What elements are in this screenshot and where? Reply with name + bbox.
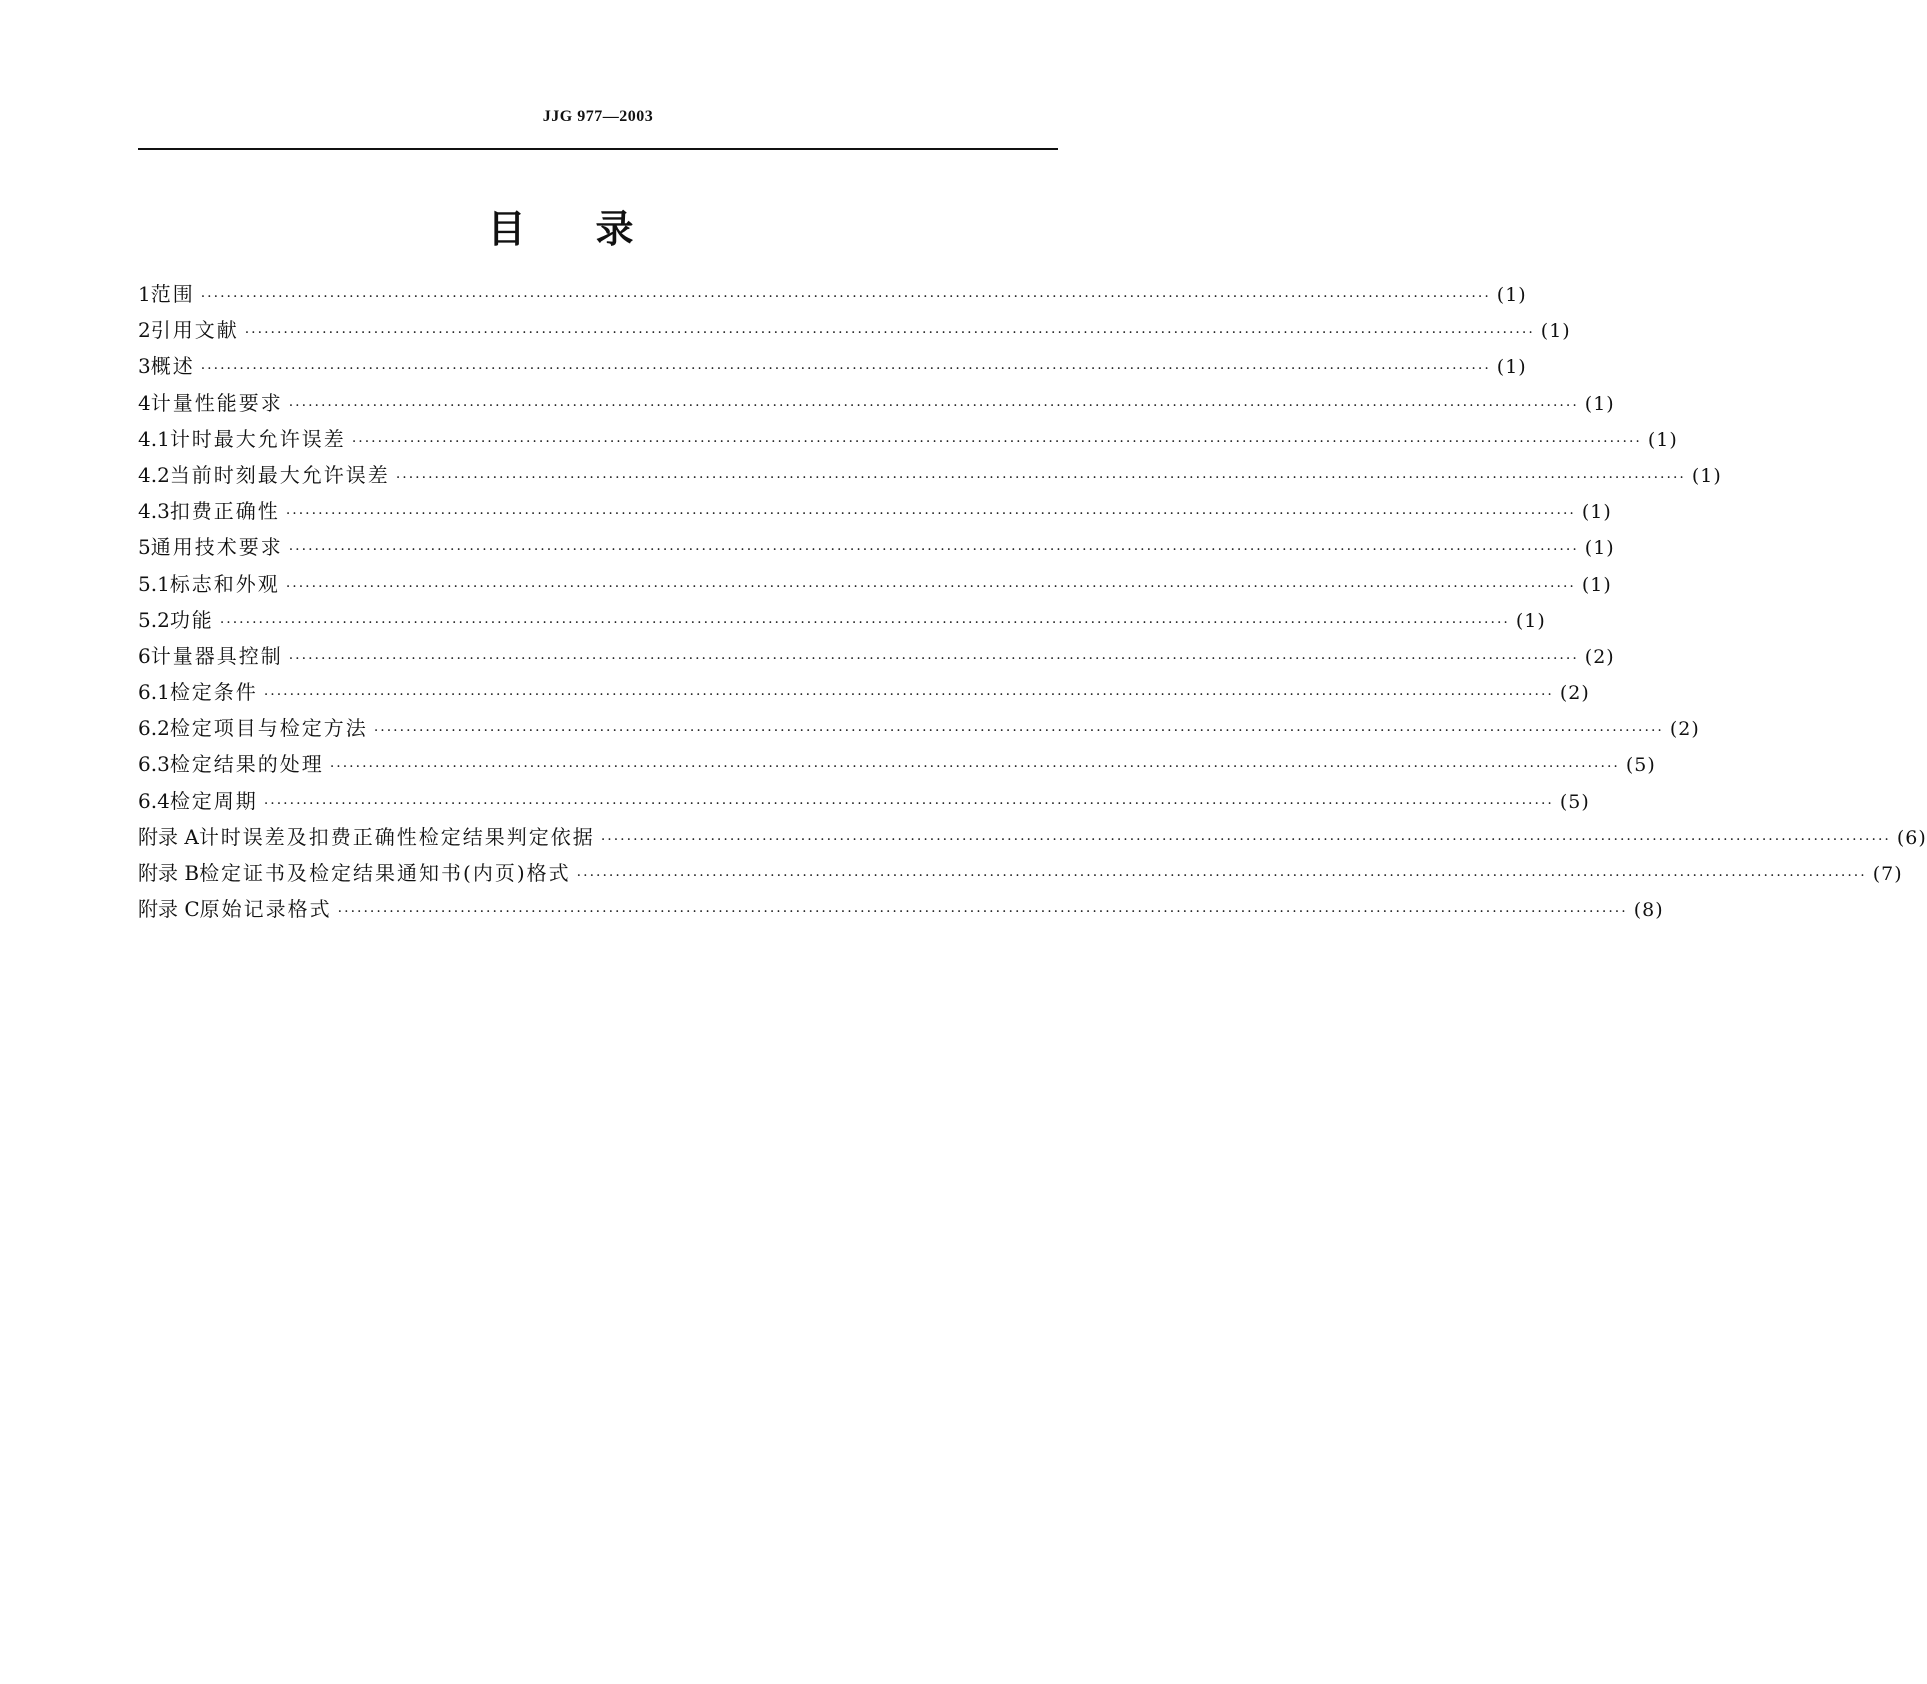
toc-entry-title: 计时误差及扣费正确性检定结果判定依据 <box>198 824 595 849</box>
table-of-contents <box>138 278 1927 929</box>
toc-leader-dots: ········································································································································································································ <box>244 325 1535 342</box>
toc-entry[interactable] <box>138 857 1903 893</box>
toc-entry-title: 当前时刻最大允许误差 <box>169 462 390 487</box>
toc-leader-dots: ········································································································································································································ <box>219 614 1510 631</box>
toc-leader-dots: ········································································································································································································ <box>337 904 1628 921</box>
toc-entry[interactable] <box>138 531 1615 567</box>
toc-entry-title: 检定条件 <box>169 680 258 705</box>
toc-leader-dots: ········································································································································································································ <box>288 542 1579 559</box>
toc-entry-page: (1) <box>1584 537 1615 560</box>
toc-entry-title: 检定项目与检定方法 <box>169 716 368 741</box>
header-rule <box>138 148 1058 150</box>
toc-entry[interactable] <box>138 495 1612 531</box>
toc-entry-title: 计时最大允许误差 <box>169 426 346 451</box>
toc-leader-dots: ········································································································································································································ <box>395 469 1686 486</box>
toc-leader-dots: ········································································································································································································ <box>285 506 1576 523</box>
toc-entry[interactable] <box>138 640 1615 676</box>
toc-entry[interactable] <box>138 350 1527 386</box>
toc-entry-page: (1) <box>1584 392 1615 415</box>
toc-leader-dots: ········································································································································································································ <box>329 759 1620 776</box>
toc-entry-number: 6.2 <box>138 716 170 741</box>
page-title: 目录 <box>487 207 704 251</box>
toc-leader-dots: ········································································································································································································ <box>200 361 1491 378</box>
toc-entry-page: (1) <box>1581 501 1612 524</box>
toc-leader-dots: ········································································································································································································ <box>285 578 1576 595</box>
toc-entry-page: (2) <box>1584 645 1615 668</box>
toc-leader-dots: ········································································································································································································ <box>200 289 1491 305</box>
toc-entry-title: 功能 <box>169 607 214 632</box>
toc-entry[interactable] <box>138 785 1590 821</box>
toc-entry-page: (2) <box>1559 682 1590 705</box>
toc-entry-page: (1) <box>1515 609 1546 632</box>
toc-entry-number: 1 <box>138 282 151 306</box>
toc-entry-title: 计量器具控制 <box>150 643 283 668</box>
toc-entry-title: 检定周期 <box>169 788 258 813</box>
toc-entry[interactable] <box>138 676 1590 712</box>
toc-entry-page: (7) <box>1872 863 1903 885</box>
document-code-header: JJG 977—2003 <box>542 108 654 125</box>
toc-entry[interactable] <box>138 604 1546 640</box>
toc-entry[interactable] <box>138 278 1527 314</box>
toc-entry-page: (5) <box>1625 754 1656 777</box>
toc-entry-title: 原始记录格式 <box>199 897 332 922</box>
toc-entry-number: 6 <box>138 643 151 668</box>
toc-entry[interactable] <box>138 459 1722 495</box>
toc-entry-number: 附录 A <box>138 824 199 849</box>
toc-leader-dots: ········································································································································································································ <box>263 687 1554 704</box>
toc-entry[interactable] <box>138 423 1678 459</box>
toc-entry-title: 引用文献 <box>150 318 239 343</box>
toc-entry-title: 概述 <box>150 354 195 379</box>
toc-entry-title: 通用技术要求 <box>150 535 283 560</box>
toc-entry-number: 2 <box>138 318 151 343</box>
toc-entry[interactable] <box>138 748 1656 784</box>
toc-leader-dots: ········································································································································································································ <box>351 433 1642 450</box>
toc-entry-page: (1) <box>1496 356 1527 379</box>
toc-entry[interactable] <box>138 387 1615 423</box>
toc-entry-page: (1) <box>1496 284 1527 306</box>
toc-entry-title: 检定结果的处理 <box>169 752 324 777</box>
toc-entry[interactable] <box>138 314 1571 350</box>
toc-leader-dots: ········································································································································································································ <box>263 795 1554 812</box>
toc-entry-title: 检定证书及检定结果通知书(内页)格式 <box>199 861 571 885</box>
toc-entry-page: (8) <box>1633 899 1664 922</box>
toc-entry-number: 6.4 <box>138 788 170 813</box>
toc-leader-dots: ········································································································································································································ <box>576 868 1867 884</box>
toc-entry-page: (2) <box>1669 718 1700 741</box>
toc-entry-page: (5) <box>1559 790 1590 813</box>
toc-entry-number: 4.2 <box>138 462 170 487</box>
toc-entry-number: 附录 C <box>138 897 200 922</box>
toc-entry-title: 计量性能要求 <box>150 390 283 415</box>
toc-entry[interactable] <box>138 712 1700 748</box>
toc-entry-title: 范围 <box>150 282 195 306</box>
toc-entry-number: 6.3 <box>138 752 170 777</box>
toc-entry-title: 扣费正确性 <box>169 499 280 524</box>
toc-entry-title: 标志和外观 <box>169 571 280 596</box>
toc-leader-dots: ········································································································································································································ <box>288 650 1579 667</box>
toc-entry-number: 6.1 <box>138 680 170 705</box>
toc-entry-number: 5.2 <box>138 607 170 632</box>
toc-leader-dots: ········································································································································································································ <box>373 723 1664 740</box>
toc-entry[interactable] <box>138 568 1612 604</box>
toc-leader-dots: ········································································································································································································ <box>600 831 1891 848</box>
toc-entry-page: (1) <box>1691 464 1722 487</box>
toc-entry[interactable] <box>138 893 1664 929</box>
toc-entry-number: 4.1 <box>138 426 170 451</box>
toc-entry-page: (6) <box>1896 826 1927 849</box>
toc-entry[interactable] <box>138 821 1927 857</box>
toc-entry-number: 5 <box>138 535 151 560</box>
toc-leader-dots: ········································································································································································································ <box>288 397 1579 414</box>
toc-entry-number: 4.3 <box>138 499 170 524</box>
toc-entry-number: 4 <box>138 390 151 415</box>
toc-entry-number: 3 <box>138 354 151 379</box>
toc-entry-number: 5.1 <box>138 571 170 596</box>
toc-entry-page: (1) <box>1540 320 1571 343</box>
toc-entry-page: (1) <box>1581 573 1612 596</box>
toc-entry-number: 附录 B <box>138 861 200 885</box>
toc-entry-page: (1) <box>1647 428 1678 451</box>
